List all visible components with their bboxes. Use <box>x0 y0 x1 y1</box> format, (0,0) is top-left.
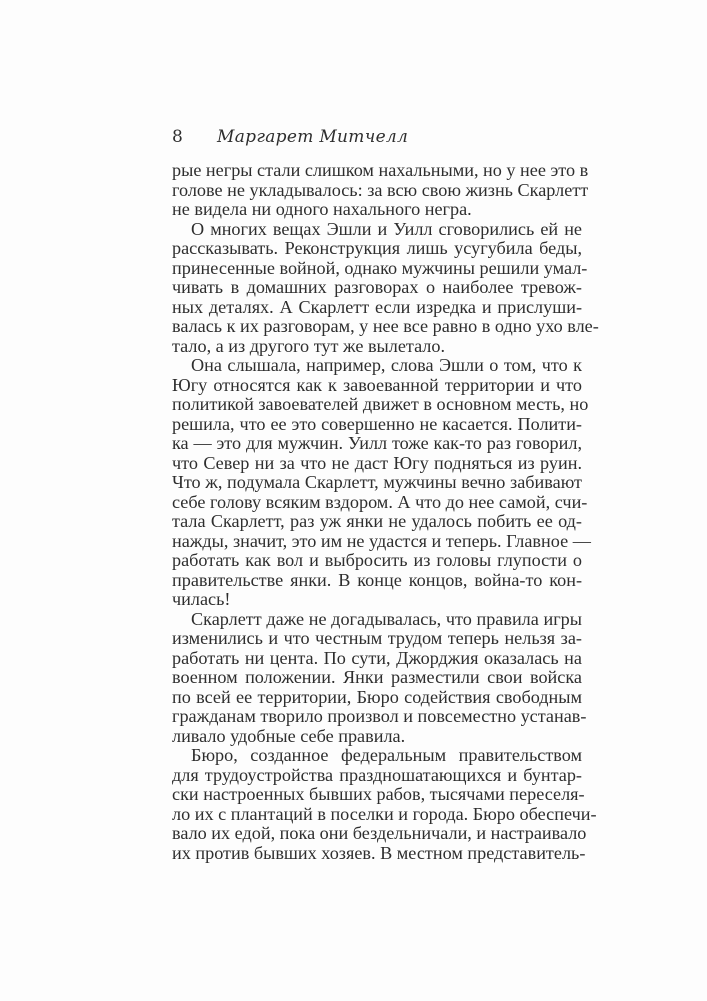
text-line: ло их с плантаций в поселки и города. Бюро обеспечи- <box>172 803 597 824</box>
text-line: валась к их разговорам, у нее все равно в одно ухо вле- <box>172 316 599 336</box>
text-line: чивать в домашних разговорах о наиболее тревож- <box>172 277 582 297</box>
paragraph <box>172 745 597 863</box>
text-line: Она слышала, например, слова Эшли о том, что к <box>191 355 582 375</box>
text-line: работать ни цента. По сути, Джорджия оказалась на <box>172 647 582 668</box>
text-line: ных деталях. А Скарлетт если изредка и прислуши- <box>172 296 582 317</box>
text-line: что Север ни за что не даст Югу подняться из руин. <box>172 452 582 473</box>
text-line: гражданам творило произвол и повсеместно устанав- <box>172 706 587 726</box>
paragraph <box>172 608 587 747</box>
text-line: для трудоустройства праздношатающихся и бунтар- <box>172 764 582 785</box>
paragraph <box>172 160 589 220</box>
body-text <box>172 160 599 863</box>
paragraph <box>172 218 599 357</box>
text-line: их против бывших хозяев. В местном представитель- <box>172 842 586 863</box>
running-header <box>172 127 408 147</box>
text-line: Бюро, созданное федеральным правительством <box>191 745 582 765</box>
text-line: рые негры стали слишком нахальными, но у нее это в <box>172 160 589 180</box>
text-line: чилась! <box>172 589 231 609</box>
text-line: решила, что ее это совершенно не касается. Полити- <box>172 413 582 434</box>
text-line: политикой завоевателей движет в основном месть, но <box>172 394 589 414</box>
text-line: голове не укладывалось: за всю свою жизнь Скарлетт <box>172 179 589 200</box>
text-line: Что ж, подумала Скарлетт, мужчины вечно забивают <box>172 472 582 492</box>
text-line: вало их едой, пока они бездельничали, и настраивало <box>172 823 587 843</box>
text-line: тало, а из другого тут же вылетало. <box>172 335 446 356</box>
running-title: Маргарет Митчелл <box>217 127 409 147</box>
text-line: О многих вещах Эшли и Уилл сговорились ей не <box>191 218 582 239</box>
text-line: военном положении. Янки разместили свои войска <box>172 667 582 687</box>
paragraph <box>172 355 591 610</box>
text-line: по всей ее территории, Бюро содействия свободным <box>172 686 582 707</box>
text-line: тала Скарлетт, раз уж янки не удалось побить ее од- <box>172 511 582 531</box>
text-line: нажды, значит, это им не удастся и теперь. Главное — <box>172 530 591 551</box>
text-line: себе голову всяким вздором. А что до нее самой, счи- <box>172 491 588 512</box>
text-line: изменились и что честным трудом теперь нельзя за- <box>172 628 582 648</box>
text-line: рассказывать. Реконструкция лишь усугубила беды, <box>172 238 582 258</box>
text-line: ски настроенных бывших рабов, тысячами переселя- <box>172 784 585 804</box>
text-line: ка — это для мужчин. Уилл тоже как-то раз говорил, <box>172 433 582 453</box>
text-line: ливало удобные себе правила. <box>172 725 406 746</box>
text-line: Скарлетт даже не догадывалась, что правила игры <box>191 608 582 629</box>
text-line: принесенные войной, однако мужчины решили умал- <box>172 257 588 278</box>
text-line: не видела ни одного нахального негра. <box>172 199 472 219</box>
text-line: Югу относятся как к завоеванной территории и что <box>172 374 582 395</box>
text-line: правительстве янки. В конце концов, война-то кон- <box>172 569 582 590</box>
page-number: 8 <box>172 127 183 147</box>
text-line: работать как вол и выбросить из головы глупости о <box>172 550 582 570</box>
